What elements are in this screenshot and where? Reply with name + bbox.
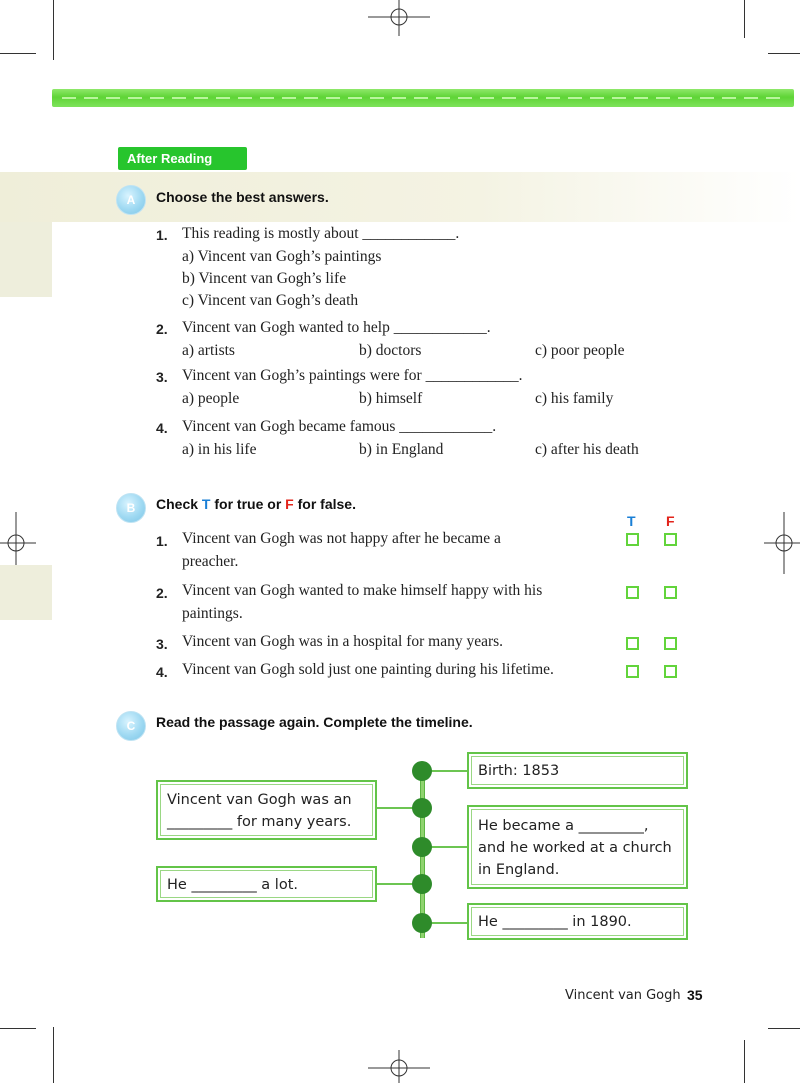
column-header-true: T bbox=[627, 513, 636, 529]
true-checkbox[interactable] bbox=[626, 533, 639, 546]
crop-mark bbox=[768, 1028, 800, 1029]
option: a) Vincent van Gogh’s paintings bbox=[182, 248, 382, 265]
registration-mark-right bbox=[764, 512, 800, 574]
option: c) poor people bbox=[535, 342, 625, 359]
question-number: 4. bbox=[156, 420, 168, 436]
item-number: 1. bbox=[156, 533, 168, 549]
true-checkbox[interactable] bbox=[626, 586, 639, 599]
timeline-box-right-3: He _________ in 1890. bbox=[467, 903, 688, 940]
item-text: Vincent van Gogh wanted to make himself happy with his bbox=[182, 582, 543, 599]
true-checkbox[interactable] bbox=[626, 665, 639, 678]
question-stem: Vincent van Gogh wanted to help ____________. bbox=[182, 319, 491, 336]
connector bbox=[431, 922, 468, 924]
after-reading-badge: After Reading bbox=[118, 147, 247, 170]
option: a) people bbox=[182, 390, 240, 407]
crop-mark bbox=[744, 0, 745, 38]
answer-blank: ____________ bbox=[399, 418, 493, 435]
box-text: and he worked at a church bbox=[478, 840, 672, 856]
answer-blank[interactable]: _________ bbox=[167, 814, 233, 830]
footer-title: Vincent van Gogh bbox=[565, 988, 681, 1003]
option: b) in England bbox=[359, 441, 444, 458]
item-number: 2. bbox=[156, 585, 168, 601]
box-text: Vincent van Gogh was an bbox=[167, 792, 352, 808]
connector bbox=[431, 770, 468, 772]
section-c-title: Read the passage again. Complete the timeline. bbox=[156, 714, 473, 730]
title-t: T bbox=[201, 496, 211, 512]
false-checkbox[interactable] bbox=[664, 533, 677, 546]
option: c) his family bbox=[535, 390, 614, 407]
answer-blank[interactable]: _________ bbox=[502, 914, 568, 930]
item-number: 4. bbox=[156, 664, 168, 680]
crop-mark bbox=[53, 0, 54, 60]
item-text: paintings. bbox=[182, 605, 243, 622]
timeline-box-left-1 bbox=[156, 780, 377, 840]
side-tint bbox=[0, 222, 52, 297]
timeline-dot bbox=[412, 874, 432, 894]
section-a-icon: A bbox=[116, 185, 146, 215]
section-b-title: Check T for true or F for false. bbox=[156, 496, 356, 512]
side-tint bbox=[0, 565, 52, 620]
question-stem: This reading is mostly about ____________. bbox=[182, 225, 460, 242]
timeline-box-left-2: He _________ a lot. bbox=[156, 866, 377, 902]
timeline-dot bbox=[412, 761, 432, 781]
crop-mark bbox=[0, 1028, 36, 1029]
item-text: Vincent van Gogh was not happy after he became a bbox=[182, 530, 501, 547]
box-text: Birth: 1853 bbox=[478, 763, 560, 779]
answer-blank[interactable]: _________ bbox=[191, 877, 257, 893]
question-number: 1. bbox=[156, 227, 168, 243]
item-number: 3. bbox=[156, 636, 168, 652]
false-checkbox[interactable] bbox=[664, 637, 677, 650]
box-text: _________ for many years. bbox=[167, 814, 352, 830]
connector bbox=[431, 846, 468, 848]
crop-mark bbox=[0, 53, 36, 54]
answer-blank[interactable]: _________ bbox=[578, 818, 644, 834]
option: b) doctors bbox=[359, 342, 422, 359]
crop-mark bbox=[53, 1027, 54, 1083]
false-checkbox[interactable] bbox=[664, 665, 677, 678]
answer-blank: ____________ bbox=[393, 319, 487, 336]
connector bbox=[376, 883, 416, 885]
question-stem: Vincent van Gogh became famous ____________. bbox=[182, 418, 497, 435]
header-green-strip bbox=[52, 89, 794, 107]
section-c-icon: C bbox=[116, 711, 146, 741]
option: b) himself bbox=[359, 390, 423, 407]
false-checkbox[interactable] bbox=[664, 586, 677, 599]
question-number: 2. bbox=[156, 321, 168, 337]
section-a-title: Choose the best answers. bbox=[156, 189, 329, 205]
option: c) Vincent van Gogh’s death bbox=[182, 292, 359, 309]
answer-blank: ____________ bbox=[362, 225, 456, 242]
crop-mark bbox=[744, 1040, 745, 1083]
option: b) Vincent van Gogh’s life bbox=[182, 270, 347, 287]
timeline-box-right-2 bbox=[467, 805, 688, 889]
connector bbox=[376, 807, 416, 809]
question-stem: Vincent van Gogh’s paintings were for ____________. bbox=[182, 367, 523, 384]
box-text: He became a _________, bbox=[478, 818, 649, 834]
registration-mark-bottom bbox=[368, 1050, 430, 1083]
true-checkbox[interactable] bbox=[626, 637, 639, 650]
item-text: Vincent van Gogh sold just one painting during his lifetime. bbox=[182, 661, 554, 678]
option: a) in his life bbox=[182, 441, 257, 458]
timeline-dot bbox=[412, 798, 432, 818]
crop-mark bbox=[768, 53, 800, 54]
item-text: Vincent van Gogh was in a hospital for many years. bbox=[182, 633, 504, 650]
option: c) after his death bbox=[535, 441, 639, 458]
section-b-icon: B bbox=[116, 493, 146, 523]
item-text: preacher. bbox=[182, 553, 239, 570]
page-number: 35 bbox=[687, 987, 703, 1003]
box-text: in England. bbox=[478, 862, 560, 878]
column-header-false: F bbox=[666, 513, 675, 529]
registration-mark-top bbox=[368, 0, 430, 36]
timeline-dot bbox=[412, 913, 432, 933]
timeline-dot bbox=[412, 837, 432, 857]
title-f: F bbox=[285, 496, 294, 512]
answer-blank: ____________ bbox=[425, 367, 519, 384]
question-number: 3. bbox=[156, 369, 168, 385]
option: a) artists bbox=[182, 342, 235, 359]
timeline-box-birth bbox=[467, 752, 688, 789]
